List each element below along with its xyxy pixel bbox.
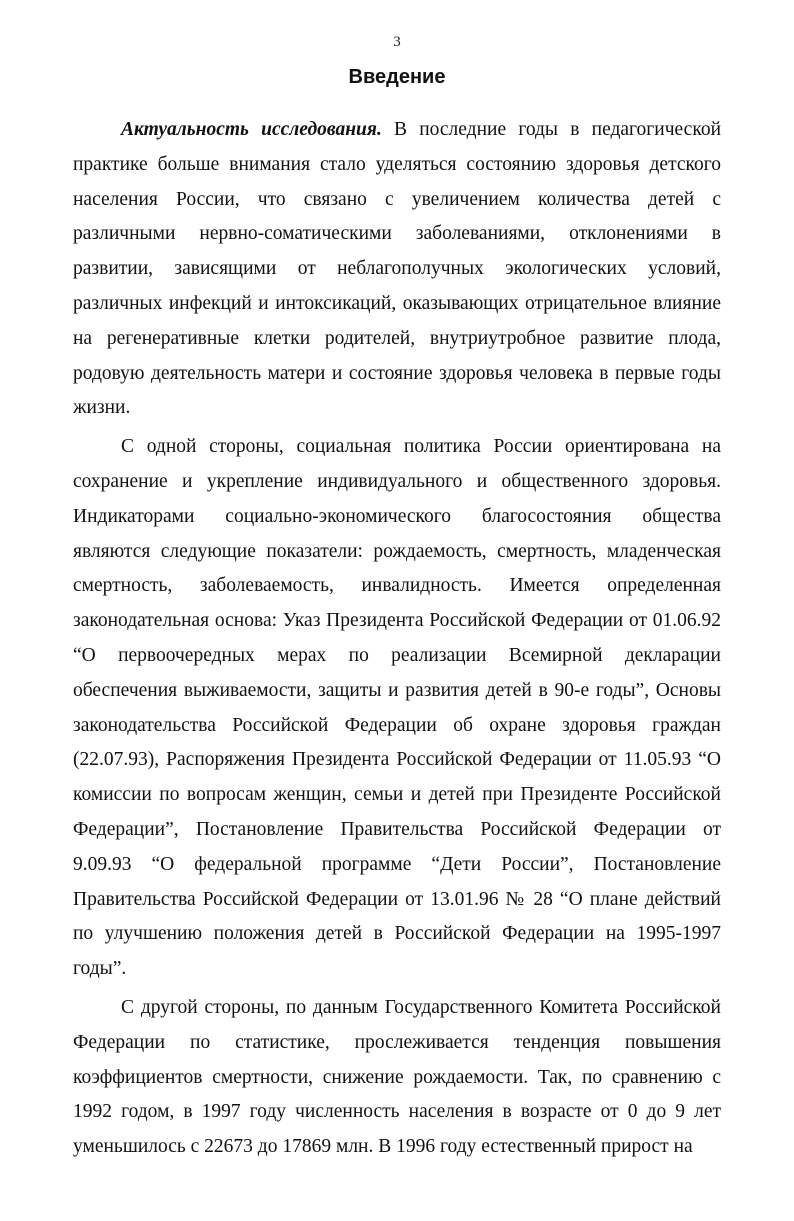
page-number: 3 [393, 34, 401, 50]
paragraph-statistics [73, 991, 721, 1165]
paragraph-social-policy [73, 430, 721, 987]
section-heading: Введение [348, 66, 446, 88]
paragraph-text: В последние годы в педагогической практике больше внимания стало уделяться состоянию здоровья детского населения России, что связано с увеличением количества детей с различными нервно-соматическими заболеваниями, отклонениями в развитии, зависящими от неблагополучных экологических условий, различных инфекций и интоксикаций, оказывающих отрицательное влияние на регенеративные клетки родителей, внутриутробное развитие плода, родовую деятельность матери и состояние здоровья человека в первые годы жизни. [73, 119, 722, 419]
paragraph-text: С другой стороны, по данным Государственного Комитета Российской Федерации по статистике, прослеживается тенденция повышения коэффициентов смертности, снижение рождаемости. Так, по сравнению с 1992 годом, в 1997 году численность населения в возрасте от 0 до 9 лет уменьшилось с 22673 до 17869 млн. В 1996 году естественный прирост на [73, 996, 721, 1158]
paragraph-lead: Актуальность исследования. [121, 119, 382, 140]
paragraph-text: С одной стороны, социальная политика России ориентирована на сохранение и укрепление индивидуального и общественного здоровья. Индикаторами социально-экономического благосостояния общества являются следующие показатели: рождаемость, смертность, младенческая смертность, заболеваемость, инвалидность. Имеется определенная законодательная основа: Указ Президента Российской Федерации от 01.06.92 “О первоочередных мерах по реализации Всемирной декларации обеспечения выживаемости, защиты и развития детей в 90-е годы”, Основы законодательства Российской Федерации об охране здоровья граждан (22.07.93), Распоряжения Президента Российской Федерации от 11.05.93 “О комиссии по вопросам женщин, семьи и детей при Президенте Российской Федерации”, Постановление Правительства Российской Федерации от 9.09.93 “О федеральной программе “Дети России”, Постановление Правительства Российской Федерации от 13.01.96 № 28 “О плане действий по улучшению положения детей в Российской Федерации на 1995-1997 годы”. [73, 436, 721, 980]
paragraph-relevance [73, 113, 721, 426]
body-text [73, 113, 721, 1169]
